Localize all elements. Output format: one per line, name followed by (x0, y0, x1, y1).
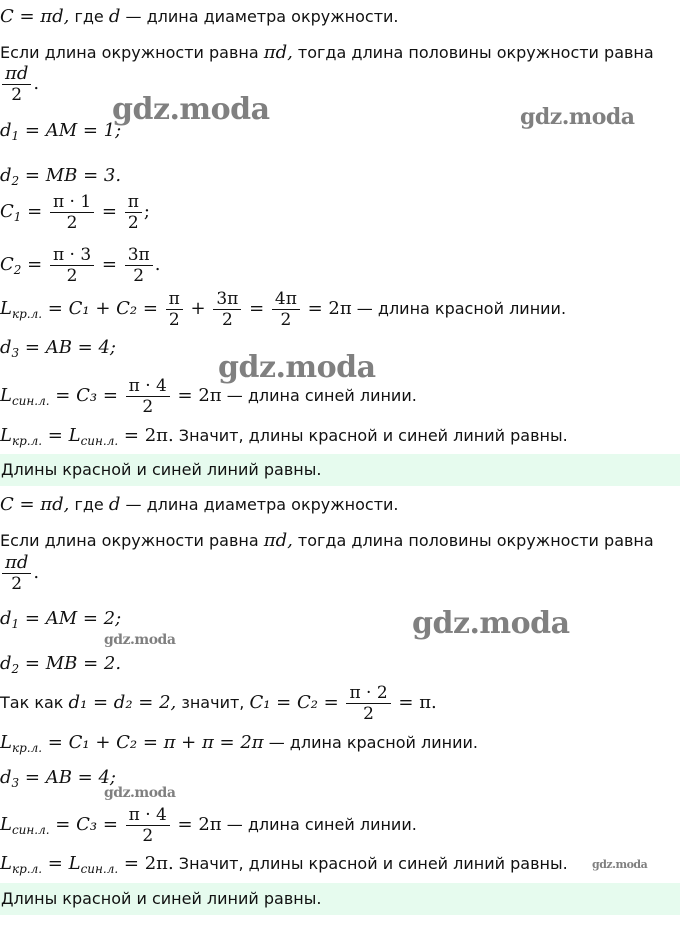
math-sum: = C₁ + C₂ = (42, 298, 164, 319)
c1-line-1: $C_1$ = $\frac{\pi \cdot 1}{2}$ = $\frac{\pi}{2}$ ; (0, 192, 150, 233)
math-d1: d (0, 120, 12, 141)
d1-line-2 (0, 608, 121, 635)
denominator: 2 (127, 213, 139, 233)
denominator: 2 (280, 310, 292, 330)
half-fraction-2: $\frac{\pi d}{2}$ . (0, 553, 39, 594)
denominator: 2 (66, 213, 78, 233)
fraction (166, 289, 183, 330)
fraction (126, 805, 170, 846)
subscript: 1 (13, 210, 22, 224)
subscript-red: кр.л. (11, 307, 43, 321)
d2-line-1 (0, 165, 121, 192)
half-circumference-line-1 (0, 42, 654, 64)
denominator: 2 (11, 85, 23, 105)
text-red-line: — длина красной линии. (351, 299, 567, 318)
math-c3: = C₃ = (49, 385, 124, 406)
math-d-equal: d₁ = d₂ = 2, (68, 692, 177, 713)
math-mb: = MB = 2. (19, 653, 122, 674)
formula-circumference-1 (0, 6, 399, 28)
math-am: = AM = 2; (19, 608, 122, 629)
text-diameter: — длина диаметра окружности. (120, 7, 399, 26)
fraction (2, 553, 31, 594)
math-result: = 2π (171, 814, 222, 835)
math-am: = AM = 1; (19, 120, 122, 141)
watermark-logo: gdz.moda (412, 606, 570, 641)
math-ab: = AB = 4; (19, 337, 116, 358)
math-d2: d (0, 165, 12, 186)
fraction (50, 245, 94, 286)
subscript: 1 (11, 617, 20, 631)
denominator: 2 (66, 266, 78, 286)
math-mb: = MB = 3. (19, 165, 122, 186)
numerator: π · 3 (50, 245, 94, 266)
math-d1: d (0, 608, 12, 629)
text-blue-line: — длина синей линии. (221, 386, 417, 405)
text-means: значит, (176, 693, 250, 712)
text-gde: где (69, 495, 109, 514)
text-if-length: Если длина окружности равна (0, 531, 264, 550)
equality-line-1: $L_{кр.л.} = L_{син.л.} = 2\pi$. Значит, длины красной и синей линий равны. (0, 425, 568, 448)
d1-line-1 (0, 120, 121, 147)
math-c-pi-d: C = πd, (0, 6, 70, 27)
equality-line-2: $L_{кр.л.} = L_{син.л.} = 2\pi$. Значит, длины красной и синей линий равны. (0, 853, 568, 876)
fraction (346, 683, 390, 724)
fraction (2, 64, 31, 105)
subscript: 2 (11, 662, 20, 676)
math-d: d (108, 6, 121, 27)
text-diameter: — длина диаметра окружности. (120, 495, 399, 514)
red-line-length-1: $L_{кр.л.} = C_1 + C_2$ = $\frac{\pi}{2}$ + $\frac{3\pi}{2}$ = $\frac{4\pi}{2}$ = 2π — длина красной линии. (0, 289, 567, 330)
math-c-equal: C₁ = C₂ = (249, 692, 345, 713)
math-d2: d (0, 653, 12, 674)
denominator: 2 (142, 397, 154, 417)
subscript-blue: син.л. (11, 394, 50, 408)
watermark-logo: gdz.moda (218, 350, 376, 385)
subscript: 3 (11, 346, 20, 360)
math-d: d (108, 494, 121, 515)
denominator: 2 (168, 310, 180, 330)
denominator: 2 (142, 826, 154, 846)
math-d3: d (0, 767, 12, 788)
numerator: 3π (125, 245, 153, 266)
subscript: 2 (13, 263, 22, 277)
text-then-half: тогда длина половины окружности равна (292, 531, 654, 550)
math-pi-d: πd, (263, 42, 293, 63)
numerator: π (125, 192, 142, 213)
denominator: 2 (221, 310, 233, 330)
answer-box-1: Длины красной и синей линий равны. (0, 454, 680, 486)
math-c-pi-d: C = πd, (0, 494, 70, 515)
fraction (125, 192, 142, 233)
numerator: π · 2 (346, 683, 390, 704)
math-result: = 2π. (118, 425, 174, 446)
subscript-red: кр.л. (11, 862, 43, 876)
subscript-blue: син.л. (11, 823, 50, 837)
subscript: 1 (11, 129, 20, 143)
blue-line-length-2: $L_{син.л.} = C_3$ = $\frac{\pi \cdot 4}{2}$ = 2π — длина синей линии. (0, 805, 417, 846)
watermark-logo: gdz.moda (592, 858, 648, 871)
numerator: π · 4 (126, 805, 170, 826)
fraction (126, 376, 170, 417)
answer-box-2: Длины красной и синей линий равны. (0, 883, 680, 915)
fraction (50, 192, 94, 233)
math-c: C (0, 201, 14, 222)
d2-line-2 (0, 653, 121, 680)
formula-circumference-2 (0, 494, 399, 516)
math-result: = 2π (301, 298, 352, 319)
red-line-length-2: $L_{кр.л.} = C_1 + C_2 = \pi + \pi = 2\pi$ — длина красной линии. (0, 732, 478, 755)
numerator: 4π (272, 289, 300, 310)
denominator: 2 (363, 704, 374, 724)
text-gde: где (69, 7, 109, 26)
math-result: = 2π. (118, 853, 174, 874)
math-pi-d: πd, (263, 530, 293, 551)
math-result: = 2π (171, 385, 222, 406)
numerator: π (166, 289, 183, 310)
subscript-blue: син.л. (80, 434, 119, 448)
math-sum: = C₁ + C₂ = π + π = 2π (42, 732, 264, 753)
numerator: πd (2, 553, 31, 574)
watermark-logo: gdz.moda (112, 92, 270, 127)
fraction (213, 289, 241, 330)
watermark-logo: gdz.moda (104, 785, 176, 801)
fraction (125, 245, 153, 286)
watermark-logo: gdz.moda (520, 104, 635, 130)
blue-line-length-1: $L_{син.л.} = C_3$ = $\frac{\pi \cdot 4}{2}$ = 2π — длина синей линии. (0, 376, 417, 417)
text-red-line: — длина красной линии. (263, 733, 478, 752)
d3-line-2 (0, 767, 116, 794)
math-c3: = C₃ = (49, 814, 124, 835)
half-fraction-1: $\frac{\pi d}{2}$ . (0, 64, 39, 105)
text-then-half: тогда длина половины окружности равна (292, 43, 654, 62)
since-line-2 (0, 683, 437, 724)
watermark-logo: gdz.moda (104, 632, 176, 648)
denominator: 2 (11, 574, 23, 594)
numerator: π · 4 (126, 376, 170, 397)
numerator: 3π (213, 289, 241, 310)
subscript-blue: син.л. (80, 862, 119, 876)
math-c: C (0, 254, 14, 275)
math-result: = π. (392, 692, 437, 713)
subscript-red: кр.л. (11, 741, 43, 755)
text-blue-line: — длина синей линии. (221, 815, 417, 834)
half-circumference-line-2 (0, 530, 654, 552)
subscript-red: кр.л. (11, 434, 43, 448)
subscript: 2 (11, 174, 20, 188)
subscript: 3 (11, 776, 20, 790)
numerator: πd (2, 64, 31, 85)
c2-line-1: $C_2$ = $\frac{\pi \cdot 3}{2}$ = $\frac{3\pi}{2}$ . (0, 245, 161, 286)
math-ab: = AB = 4; (19, 767, 116, 788)
text-conclusion: Значит, длины красной и синей линий равны. (173, 426, 568, 445)
denominator: 2 (133, 266, 145, 286)
numerator: π · 1 (50, 192, 94, 213)
text-since: Так как (0, 693, 69, 712)
d3-line-1 (0, 337, 116, 364)
fraction (272, 289, 300, 330)
math-d3: d (0, 337, 12, 358)
text-conclusion: Значит, длины красной и синей линий равны. (173, 854, 568, 873)
text-if-length: Если длина окружности равна (0, 43, 264, 62)
